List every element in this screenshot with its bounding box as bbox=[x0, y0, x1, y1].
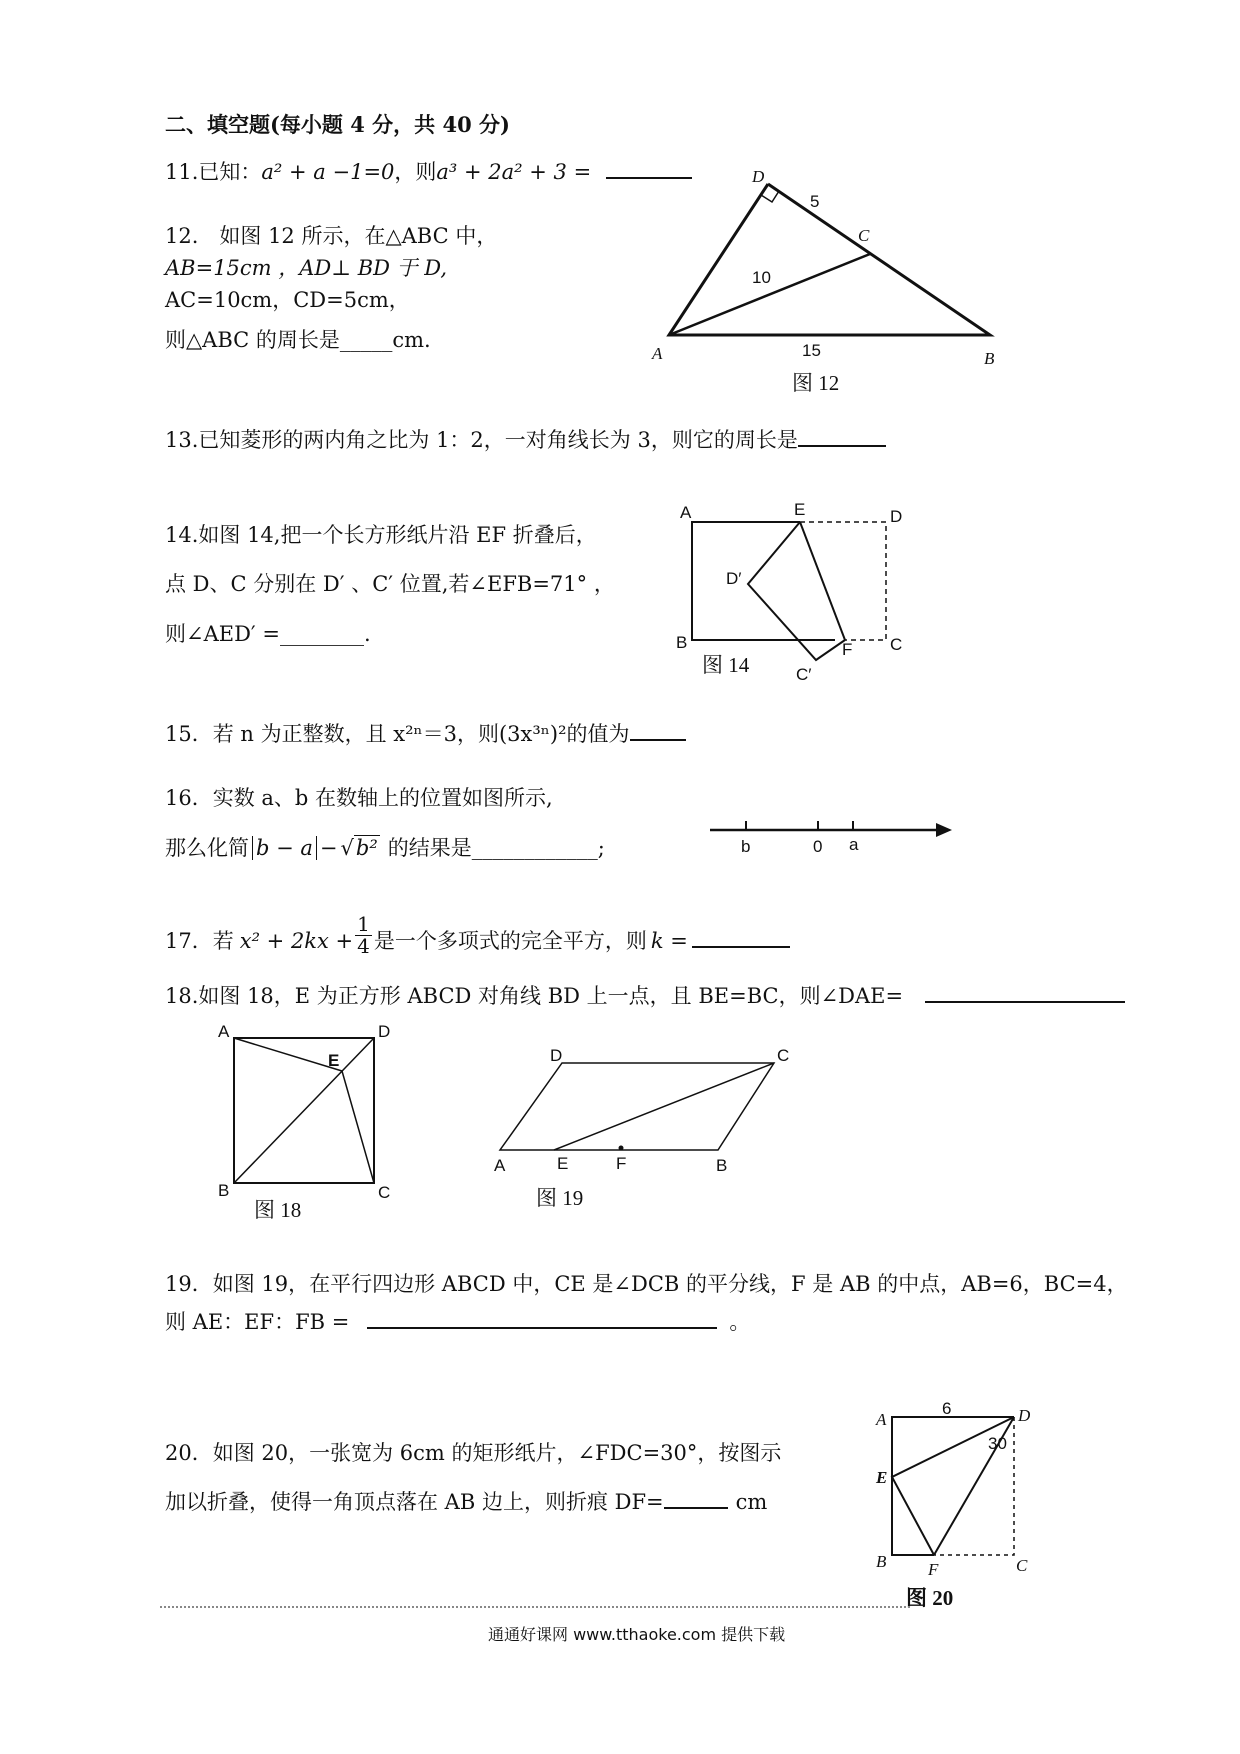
q17-pre: 17．若 bbox=[165, 929, 234, 953]
rect-dashed-edges bbox=[800, 522, 886, 640]
label-dc-5: 5 bbox=[810, 192, 820, 211]
q17-expr: x² + 2kx + bbox=[239, 929, 354, 953]
q16-line2: 那么化简 b − a − √b² 的结果是____________; bbox=[165, 836, 605, 860]
footer-text: 通通好课网 www.tthaoke.com 提供下载 bbox=[488, 1625, 786, 1644]
label-b: B bbox=[984, 349, 995, 368]
q20-text: 加以折叠，使得一角顶点落在 AB 边上，则折痕 DF= bbox=[165, 1490, 664, 1514]
label-c: C bbox=[1016, 1556, 1028, 1575]
triangle-abd bbox=[669, 184, 990, 335]
q12-line1: 12. 如图 12 所示，在△ABC 中， bbox=[165, 224, 498, 248]
segment-ec bbox=[342, 1071, 374, 1183]
label-c: C bbox=[858, 226, 870, 245]
q20-line1: 20．如图 20，一张宽为 6cm 的矩形纸片，∠FDC=30°，按图示 bbox=[165, 1441, 782, 1465]
label-a: A bbox=[680, 503, 692, 522]
figure-14 bbox=[670, 500, 920, 690]
segment-ae bbox=[234, 1038, 342, 1071]
label-d: D bbox=[378, 1022, 391, 1041]
label-ab-15: 15 bbox=[802, 341, 821, 360]
q19-answer-blank[interactable] bbox=[367, 1327, 717, 1329]
label-d: D bbox=[550, 1046, 563, 1065]
label-c: C bbox=[777, 1046, 790, 1065]
label-e: E bbox=[328, 1051, 340, 1070]
q12-line4: 则△ABC 的周长是_____cm. bbox=[165, 328, 431, 352]
footer-divider bbox=[160, 1606, 910, 1608]
q19-line1: 19．如图 19，在平行四边形 ABCD 中，CE 是∠DCB 的平分线，F 是 AB 的中点，AB=6，BC=4， bbox=[165, 1272, 1128, 1296]
q16-post: 的结果是____________; bbox=[387, 836, 605, 860]
caption-fig19: 图 19 bbox=[536, 1186, 584, 1210]
axis-arrow-icon bbox=[936, 823, 952, 837]
q17-frac-den: 4 bbox=[357, 934, 370, 958]
question-15 bbox=[165, 724, 686, 745]
question-17 bbox=[165, 912, 790, 958]
label-f: F bbox=[842, 640, 853, 659]
label-f: F bbox=[616, 1154, 627, 1173]
label-d: D bbox=[1018, 1406, 1031, 1425]
label-b: b bbox=[741, 837, 751, 856]
q14-line2: 点 D、C 分别在 D′ 、C′ 位置,若∠EFB=71° ， bbox=[165, 572, 615, 596]
label-b: B bbox=[716, 1156, 728, 1175]
label-30: 30 bbox=[988, 1434, 1007, 1453]
label-e: E bbox=[876, 1468, 888, 1487]
q11-mid: ，则 bbox=[394, 160, 437, 184]
q19-label: 则 AE：EF：FB = bbox=[165, 1310, 350, 1334]
q16-pre: 那么化简 bbox=[165, 836, 249, 860]
q16-sqrt-expr: b² bbox=[355, 836, 378, 860]
label-b: B bbox=[876, 1552, 887, 1571]
q11-expr2: a³ + 2a² + 3 = bbox=[436, 160, 592, 184]
q16-minus: − bbox=[319, 836, 338, 860]
q20-answer-blank[interactable] bbox=[664, 1507, 728, 1509]
q14-line3: 则∠AED′ =________. bbox=[165, 622, 371, 646]
label-d: D bbox=[890, 507, 903, 526]
caption-fig18: 图 18 bbox=[254, 1198, 302, 1222]
figure-12 bbox=[640, 160, 1010, 400]
question-11 bbox=[165, 162, 692, 183]
q19-line2 bbox=[165, 1312, 750, 1333]
q13-text: 13.已知菱形的两内角之比为 1：2，一对角线长为 3，则它的周长是 bbox=[165, 428, 798, 452]
figure-18 bbox=[210, 1020, 410, 1220]
label-6: 6 bbox=[942, 1399, 952, 1418]
q15-answer-blank[interactable] bbox=[630, 739, 686, 741]
q17-post: 是一个多项式的完全平方，则 bbox=[373, 929, 647, 953]
segment-ce bbox=[554, 1063, 774, 1150]
caption-fig12: 图 12 bbox=[792, 371, 840, 395]
number-line bbox=[700, 810, 960, 860]
q12-line2: AB=15cm ，AD⊥ BD 于 D, bbox=[165, 256, 448, 280]
q17-k: k = bbox=[650, 929, 688, 953]
label-a: A bbox=[494, 1156, 506, 1175]
q16-line1: 16．实数 a、b 在数轴上的位置如图所示, bbox=[165, 786, 553, 810]
q17-frac-num: 1 bbox=[357, 912, 370, 936]
q17-answer-blank[interactable] bbox=[692, 946, 790, 948]
label-a: a bbox=[849, 835, 859, 854]
point-f bbox=[619, 1146, 624, 1151]
q16-abs-expr: b − a bbox=[252, 836, 317, 860]
segment-ac bbox=[669, 254, 870, 335]
question-18 bbox=[165, 986, 1125, 1007]
section-title: 二、填空题(每小题 4 分，共 40 分) bbox=[165, 112, 510, 137]
parallelogram-abcd bbox=[500, 1063, 774, 1150]
label-a: A bbox=[652, 344, 663, 363]
q11-expr1: a² + a −1=0 bbox=[261, 160, 395, 184]
q12-line3: AC=10cm，CD=5cm， bbox=[165, 288, 410, 312]
rect-solid-edges bbox=[692, 522, 835, 640]
caption-fig20: 图 20 bbox=[906, 1586, 954, 1610]
q18-text: 18.如图 18，E 为正方形 ABCD 对角线 BD 上一点，且 BE=BC，则∠DAE= bbox=[165, 984, 904, 1008]
label-zero: 0 bbox=[813, 837, 823, 856]
label-ac-10: 10 bbox=[752, 268, 771, 287]
q20-unit: cm bbox=[735, 1490, 768, 1514]
q15-text: 15．若 n 为正整数，且 x²ⁿ＝3，则(3x³ⁿ)²的值为 bbox=[165, 722, 630, 746]
q18-answer-blank[interactable] bbox=[925, 1001, 1125, 1003]
figure-19 bbox=[484, 1045, 804, 1220]
label-a: A bbox=[218, 1022, 230, 1041]
q13-answer-blank[interactable] bbox=[798, 445, 886, 447]
label-e: E bbox=[794, 500, 806, 519]
label-d-prime: D′ bbox=[726, 569, 742, 588]
label-c: C bbox=[890, 635, 903, 654]
q14-line1: 14.如图 14,把一个长方形纸片沿 EF 折叠后， bbox=[165, 523, 597, 547]
question-13 bbox=[165, 430, 886, 451]
label-a: A bbox=[876, 1410, 887, 1429]
label-d: D bbox=[752, 167, 765, 186]
caption-fig14: 图 14 bbox=[702, 653, 750, 677]
q11-label: 11.已知： bbox=[165, 160, 262, 184]
q20-line2 bbox=[165, 1492, 767, 1513]
label-b: B bbox=[218, 1181, 230, 1200]
label-c-prime: C′ bbox=[796, 665, 812, 684]
label-e: E bbox=[557, 1154, 569, 1173]
fold-line-ef bbox=[800, 522, 845, 640]
q19-end: 。 bbox=[729, 1310, 751, 1334]
label-f: F bbox=[928, 1560, 939, 1579]
label-b: B bbox=[676, 633, 688, 652]
figure-20 bbox=[870, 1399, 1050, 1625]
label-c: C bbox=[378, 1183, 391, 1202]
